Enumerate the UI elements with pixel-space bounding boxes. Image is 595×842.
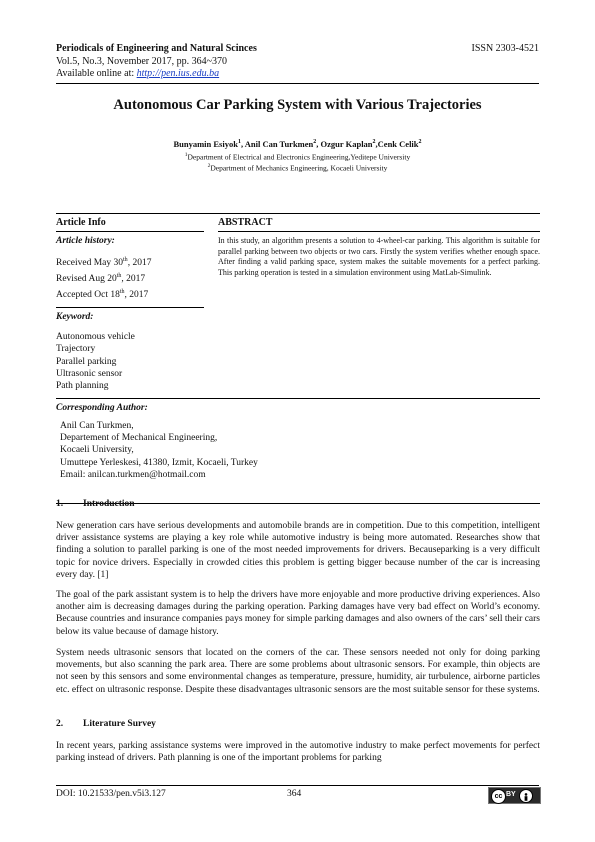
available-prefix: Available online at: — [56, 68, 137, 79]
corresponding-rule — [56, 398, 540, 399]
intro-paragraph-3: System needs ultrasonic sensors that located on the corners of the car. These sensors needed not only for doing parking movements, but also scanning the park area. There are some problems about ultrasonic sensors. For example, thin objects are not seen by this sensors and some environmental changes as temperature, pressure, humidity, air turbulence, airborne particles etc. effect on ultrasonic response. Despite these disadvantages ultrasonic sensors are the most suitable sensor for these systems. — [56, 648, 540, 695]
cc-logo-icon: cc — [491, 789, 506, 804]
affiliation-1: $^1$Department of Electrical and Electronics Engineering,Yeditepe University — [184, 152, 411, 162]
history-title: Article history: — [56, 236, 115, 246]
history-list — [56, 254, 204, 301]
author-2: Anil Can Turkmen$^2$, — [244, 139, 321, 149]
keyword-rule — [56, 307, 204, 308]
accepted-date: Accepted Oct 18th, 2017 — [56, 288, 149, 300]
header-rule — [56, 83, 539, 84]
corresponding-name: Anil Can Turkmen, — [60, 421, 134, 431]
author-3: Ozgur Kaplan$^2$, — [320, 139, 378, 149]
abstract-heading: ABSTRACT — [218, 217, 273, 228]
affiliation-2: $^2$Department of Mechanics Engineering, Kocaeli University — [207, 163, 388, 173]
journal-name: Periodicals of Engineering and Natural Scinces — [56, 43, 257, 54]
issn: ISSN 2303-4521 — [471, 43, 539, 54]
keyword-item: Parallel parking — [56, 356, 117, 367]
article-info-rule — [56, 231, 204, 232]
keyword-title: Keyword: — [56, 312, 94, 322]
author-list — [56, 139, 539, 149]
corresponding-details — [60, 420, 460, 481]
keyword-item: Autonomous vehicle — [56, 332, 135, 342]
corresponding-university: Kocaeli University, — [60, 445, 134, 456]
author-1: Bunyamin Esiyok$^1$, — [173, 139, 245, 149]
revised-date: Revised Aug 20th, 2017 — [56, 272, 146, 284]
cc-by-license-icon — [488, 787, 541, 804]
section-heading-literature-survey: 2. Literature Survey — [56, 719, 156, 729]
corresponding-title: Corresponding Author: — [56, 403, 148, 413]
corresponding-address: Umuttepe Yerleskesi, 41380, Izmit, Kocaeli, Turkey — [60, 457, 258, 468]
volume-info: Vol.5, No.3, November 2017, pp. 364~370 — [56, 56, 228, 67]
corresponding-email: Email: anilcan.turkmen@hotmail.com — [60, 469, 206, 480]
available-online — [56, 68, 219, 79]
doi: DOI: 10.21533/pen.v5i3.127 — [56, 789, 166, 799]
abstract-rule — [218, 231, 540, 232]
article-info-heading: Article Info — [56, 217, 106, 228]
abstract-text: In this study, an algorithm presents a solution to 4-wheel-car parking. This algorithm is suitable for parallel parking between two objects or two cars. Firstly the system verifies whether enough space. After finding a valid parking space, system makes the suitable movements for a perfect parking. This parking operation is tested in a simulation environment using MatLab-Simulink. — [218, 236, 540, 277]
intro-paragraph-1: New generation cars have serious developments and automobile brands are in competition. Due to this competition, intelligent driver assistance systems are playing a key role while automotive industry is being more automated. Researches show that finding a solution to parallel parking is one of the most needed improvements for drivers. Becauseparking is a very difficult topic for novice drivers. Especially in crowded cities this problem is getting bigger because number of the car is increasing every day. [1] — [56, 521, 540, 580]
paper-title: Autonomous Car Parking System with Various Trajectories — [113, 97, 482, 113]
keyword-item: Ultrasonic sensor — [56, 368, 123, 379]
by-label: BY — [506, 791, 516, 798]
keyword-list — [56, 331, 204, 392]
footer-rule — [56, 785, 539, 786]
page-number: 364 — [287, 789, 302, 799]
received-date: Received May 30th, 2017 — [56, 257, 152, 269]
section-heading-introduction: 1. Introduction — [56, 499, 135, 509]
author-4: Cenk Celik$^2$ — [377, 139, 422, 149]
literature-paragraph-1: In recent years, parking assistance systems were improved in the automotive industry to make perfect movements for perfect parking instead of drivers. Path planning is one of the important problems for parking — [56, 741, 540, 764]
journal-link[interactable]: http://pen.ius.edu.ba — [136, 68, 220, 79]
corresponding-dept: Departement of Mechanical Engineering, — [60, 433, 218, 444]
intro-paragraph-2: The goal of the park assistant system is to help the drivers have more enjoyable and more productive driving experiences. Also another aim is decreasing damages during the parking operation. Parking damages have very bad effect on World’s economy. Because countries and insurance companies pays money for simple parking damages and also owners of the cars’ sell their cars below its value because of damage history. — [56, 590, 540, 637]
attribution-person-icon — [519, 789, 533, 803]
keyword-item: Trajectory — [56, 344, 96, 355]
keyword-item: Path planning — [56, 381, 109, 392]
